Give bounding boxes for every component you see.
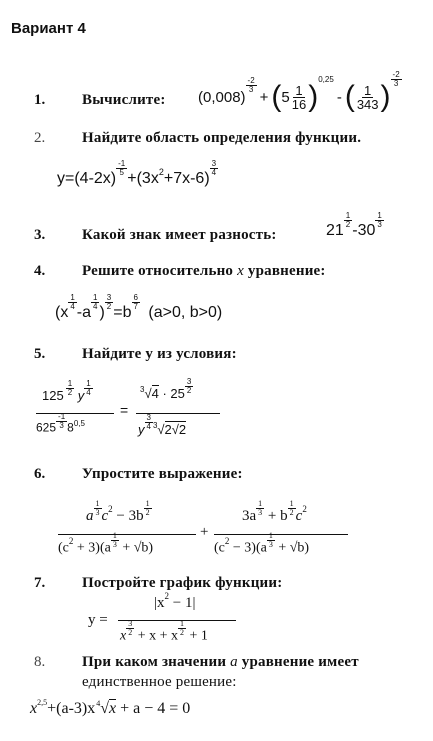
t2-exp1: $\frac{-1}{5}$ (118, 159, 126, 178)
t1-paren2-open: ( (344, 80, 355, 113)
task-8-expression: $x^{2,5}+(a-3)x^4√x + a - 4 = 0$ (30, 698, 191, 717)
t2-exp2: $\frac{3}{4}$ (211, 159, 217, 178)
task-8-text-line1: При каком значении a уравнение имеет (82, 654, 359, 670)
t1-plus: + (259, 88, 269, 106)
task-3-number: 3. (34, 227, 46, 243)
t7-y: y = (88, 612, 108, 628)
t6-num2: 3a $\frac{1}{3}$ + b $\frac{1}{2}$ $c^2$ (242, 499, 307, 524)
task-5-text: Найдите у из условия: (82, 346, 237, 362)
task-8-text-line2: единственное решение: (82, 674, 237, 690)
task-3-expression: 21 $\frac{1}{2}$ -30 $\frac{1}{3}$ (326, 211, 382, 239)
t5-right-num: $^3$√4 · 25 $\frac{3}{2}$ (140, 377, 192, 401)
task-7-expression (88, 592, 288, 654)
task-4-expression: (x $\frac{1}{4}$ -a $\frac{1}{4}$ ) $\frac{3}{2}$ =b $\frac{6}{7}$ (a>0, b>0) (55, 293, 223, 321)
t1-exp1: $\frac{-2}{3}$ (247, 75, 255, 94)
t6-plus: + (200, 524, 209, 540)
task-1-number: 1. (34, 92, 46, 108)
t3-exp2: $\frac{1}{3}$ (377, 211, 382, 230)
task-4-text: Решите относительно x уравнение: (82, 263, 326, 279)
task-6-expression (58, 498, 428, 570)
t5-equals: = (120, 402, 129, 418)
t5-left-num: 125 $\frac{1}{2}$ y $\frac{1}{4}$ (42, 379, 91, 403)
t1-paren-open: ( (271, 80, 282, 113)
task-6-number: 6. (34, 466, 46, 482)
t1-base: (0,008) (198, 88, 246, 106)
t1-exp2: 0,25 (318, 74, 334, 84)
t7-num: $|x^2 - 1|$ (154, 591, 196, 611)
task-2-text: Найдите область определения функции. (82, 130, 362, 146)
task-7-number: 7. (34, 575, 46, 591)
t1-paren2-close: ) (380, 80, 391, 113)
t3-exp1: $\frac{1}{2}$ (345, 211, 351, 230)
t1-minus: - (336, 88, 342, 106)
task-2-expression: y=(4-2x) $\frac{-1}{5}$ $+(3x^2+7x-6)$ $\frac{3}{4}$ (57, 159, 217, 187)
task-6-text: Упростите выражение: (82, 466, 243, 482)
t7-den: x $\frac{3}{2}$ + x + x $\frac{1}{2}$ + 1 (120, 619, 208, 644)
t1-frac: $\frac{1}{16}$ (291, 82, 307, 112)
task-1-text: Вычислите: (82, 92, 166, 108)
task-7-text: Постройте график функции: (82, 575, 283, 591)
task-5-number: 5. (34, 346, 46, 362)
t1-whole: 5 (281, 88, 290, 106)
t5-left-den: 625 $\frac{-1}{3}$ 8$^{0,5}$ (36, 412, 85, 435)
t5-right-den: y $\frac{3}{4}$ $^3$√2√2 (138, 413, 187, 437)
task-4-number: 4. (34, 263, 46, 279)
t6-den2: $(c^2 - 3)(a$ $\frac{1}{3}$ + √b) (214, 531, 310, 556)
t6-num1: a $\frac{1}{3}$ $c^2 - 3b$ $\frac{1}{2}$ (86, 499, 150, 524)
task-8-number: 8. (34, 654, 46, 670)
t1-paren-close: ) (308, 80, 319, 113)
task-1-expression (198, 64, 402, 130)
t1-exp3: $\frac{-2}{3}$ (392, 69, 400, 88)
task-3-text: Какой знак имеет разность: (82, 227, 277, 243)
page-title: Вариант 4 (11, 20, 86, 37)
task-2-number: 2. (34, 130, 46, 146)
t6-den1: $(c^2 + 3)(a$ $\frac{1}{3}$ + √b) (58, 531, 154, 556)
t1-frac2: $\frac{1}{343}$ (356, 82, 379, 112)
